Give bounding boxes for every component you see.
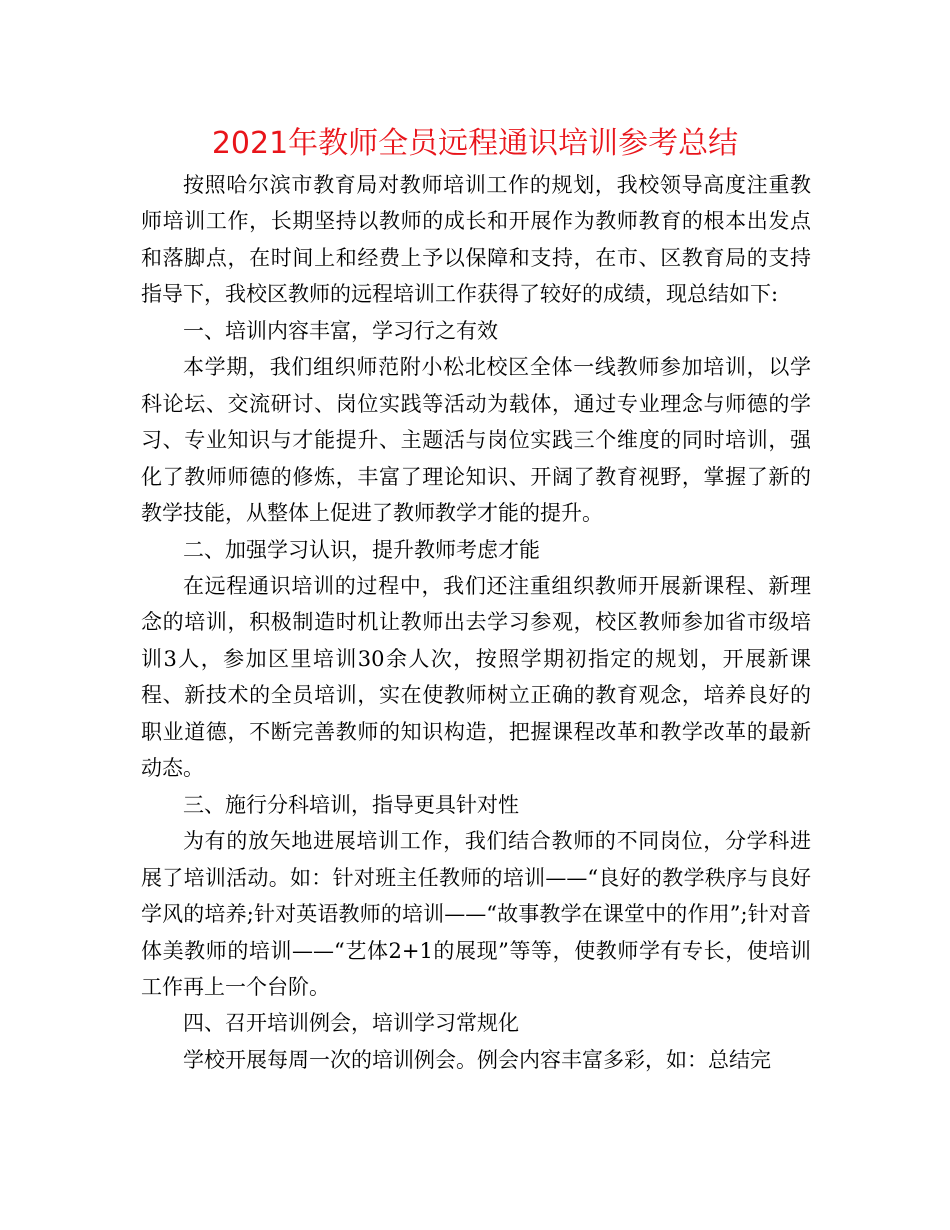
section-3-paragraph: 为有的放矢地进展培训工作，我们结合教师的不同岗位，分学科进展了培训活动。如：针对班主任教师的培训——“良好的教学秩序与良好学风的培养;针对英语教师的培训——“故事教学在课堂中的作用”;针对音体美教师的培训——“艺体2+1的展现”等等，使教师学有专长，使培训工作再上一个台阶。 [141, 829, 811, 999]
document-body [141, 167, 811, 1078]
document-title: 2021年教师全员远程通识培训参考总结 [211, 126, 739, 161]
section-2-paragraph: 在远程通识培训的过程中，我们还注重组织教师开展新课程、新理念的培训，积极制造时机让教师出去学习参观，校区教师参加省市级培训3人，参加区里培训30余人次，按照学期初指定的规划，开展新课程、新技术的全员培训，实在使教师树立正确的教育观念，培养良好的职业道德，不断完善教师的知识构造，把握课程改革和教学改革的最新动态。 [141, 573, 811, 781]
section-heading-3: 三、施行分科培训，指导更具针对性 [183, 792, 519, 817]
intro-paragraph: 按照哈尔滨市教育局对教师培训工作的规划，我校领导高度注重教师培训工作，长期坚持以教师的成长和开展作为教师教育的根本出发点和落脚点，在时间上和经费上予以保障和支持，在市、区教育局的支持指导下，我校区教师的远程培训工作获得了较好的成绩，现总结如下: [141, 173, 811, 307]
section-heading-1: 一、培训内容丰富，学习行之有效 [183, 318, 498, 343]
section-4-paragraph: 学校开展每周一次的培训例会。例会内容丰富多彩，如：总结完 [183, 1047, 771, 1072]
section-heading-4: 四、召开培训例会，培训学习常规化 [183, 1011, 519, 1036]
section-heading-2: 二、加强学习认识，提升教师考虑才能 [183, 537, 540, 562]
section-1-paragraph: 本学期，我们组织师范附小松北校区全体一线教师参加培训，以学科论坛、交流研讨、岗位实践等活动为载体，通过专业理念与师德的学习、专业知识与才能提升、主题活与岗位实践三个维度的同时培训，强化了教师师德的修炼，丰富了理论知识、开阔了教育视野，掌握了新的教学技能，从整体上促进了教师教学才能的提升。 [141, 355, 811, 526]
